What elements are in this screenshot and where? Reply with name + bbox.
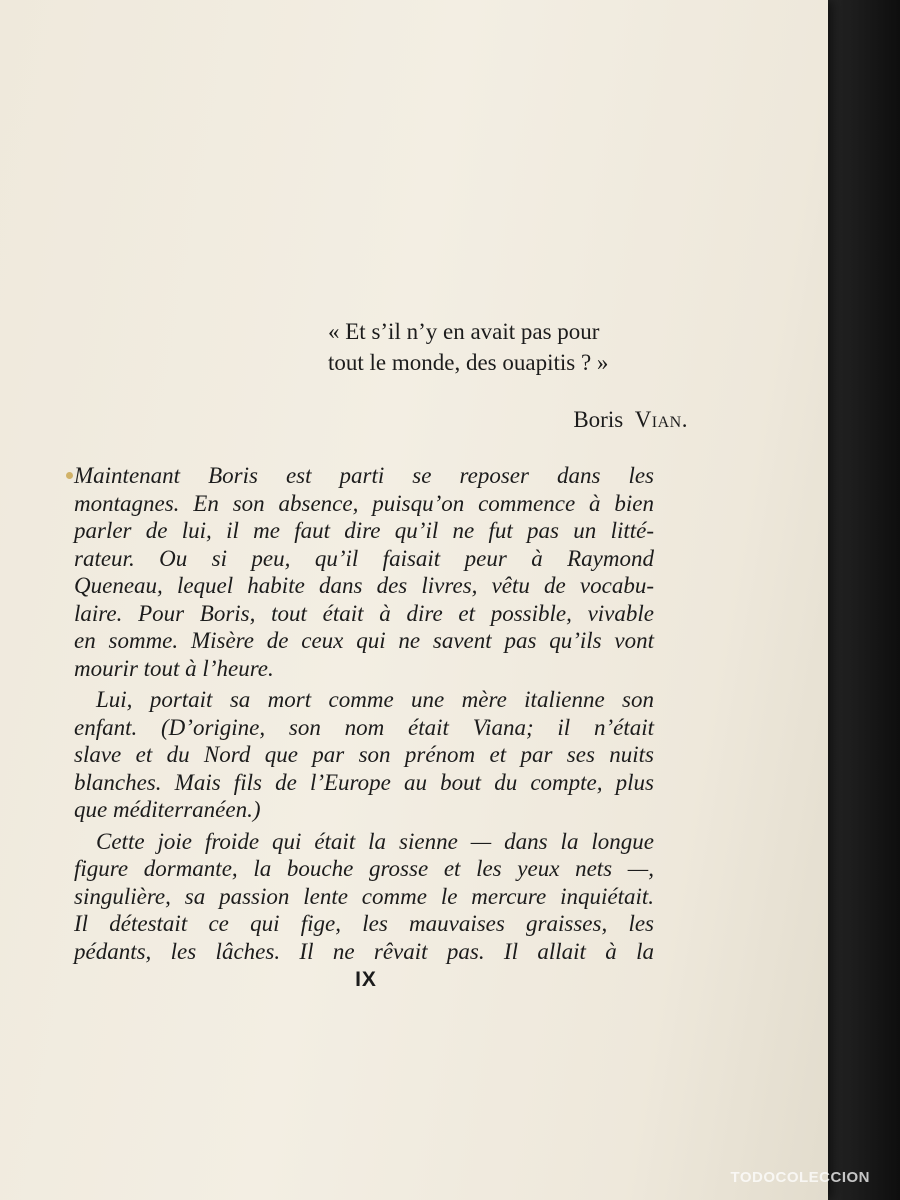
text-line: blanches. Mais fils de l’Europe au bout du compte, plus: [74, 769, 654, 795]
author-last-name: Vian.: [634, 407, 688, 432]
epigraph: [328, 316, 768, 435]
ink-spot: [66, 472, 73, 479]
paragraph-2: [74, 686, 654, 824]
text-line: Queneau, lequel habite dans des livres, vêtu de vocabu-: [74, 573, 654, 598]
text-line: Il détestait ce qui fige, les mauvaises graisses, les: [74, 911, 654, 936]
text-line: en somme. Misère de ceux qui ne savent pas qu’ils vont: [74, 628, 654, 653]
epigraph-author: [328, 404, 768, 435]
paragraph-3: [74, 828, 654, 966]
text-line: que méditerranéen.): [74, 797, 261, 822]
text-line: Maintenant Boris est parti se reposer dans les: [74, 463, 654, 488]
text-line: enfant. (D’origine, son nom était Viana; il n’était: [74, 714, 654, 740]
watermark-logo: TODOCOLECCION: [730, 1169, 870, 1186]
paragraph-1: [74, 462, 654, 682]
text-line: montagnes. En son absence, puisqu’on commence à bien: [74, 490, 654, 516]
text-line: mourir tout à l’heure.: [74, 655, 274, 681]
body-text: [74, 462, 654, 965]
text-line: rateur. Ou si peu, qu’il faisait peur à Raymond: [74, 545, 654, 571]
text-line: pédants, les lâches. Il ne rêvait pas. Il allait à la: [74, 938, 654, 964]
page-number: IX: [355, 968, 377, 991]
text-line: Lui, portait sa mort comme une mère italienne son: [96, 687, 654, 712]
text-line: figure dormante, la bouche grosse et les yeux nets —,: [74, 856, 654, 881]
text-line: Cette joie froide qui était la sienne — dans la longue: [96, 828, 654, 854]
text-line: parler de lui, il me faut dire qu’il ne fut pas un litté-: [74, 518, 654, 543]
text-line: laire. Pour Boris, tout était à dire et possible, vivable: [74, 600, 654, 626]
epigraph-line-2: tout le monde, des ouapitis ? »: [328, 350, 609, 375]
text-line: slave et du Nord que par son prénom et par ses nuits: [74, 742, 654, 767]
author-first-name: Boris: [573, 407, 624, 432]
epigraph-line-1: « Et s’il n’y en avait pas pour: [328, 319, 600, 344]
text-line: singulière, sa passion lente comme le mercure inquiétait.: [74, 883, 654, 909]
